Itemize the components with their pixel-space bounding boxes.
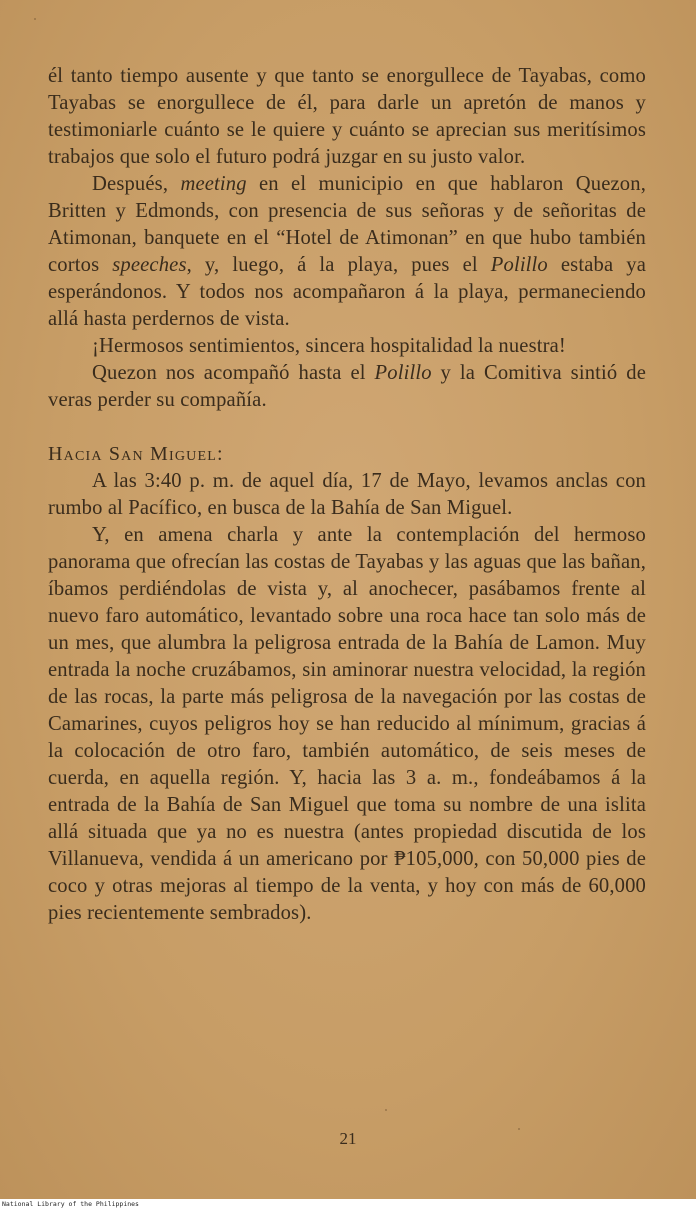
body-text	[48, 63, 646, 927]
paragraph-departure: A las 3:40 p. m. de aquel día, 17 de Mayo, levamos anclas con rumbo al Pacífico, en busca de la Bahía de San Miguel.	[48, 470, 646, 519]
italic-word-polillo: Polillo	[374, 362, 432, 384]
text-span: , y, luego, á la playa, pues el	[186, 254, 491, 276]
section-heading: Hacia San Miguel:	[48, 443, 224, 465]
paper-speck	[518, 1128, 520, 1130]
paragraph-quezon	[48, 360, 646, 414]
italic-word-polillo: Polillo	[490, 254, 548, 276]
paper-speck	[385, 1109, 387, 1111]
page-number: 21	[339, 1129, 357, 1148]
paper-speck	[34, 18, 36, 20]
paragraph-meeting	[48, 171, 646, 333]
section-gap	[48, 414, 646, 441]
text-span: Quezon nos acompañó hasta el	[92, 362, 375, 384]
text-span: estaba ya esperándonos. Y todos nos acompañaron á la playa, permaneciendo allá hasta perdernos de vista.	[48, 254, 646, 330]
text-span: y la Comitiva sintió de veras perder su compañía.	[48, 362, 646, 411]
text-span: Después,	[92, 173, 181, 195]
paragraph-continuation: él tanto tiempo ausente y que tanto se enorgullece de Tayabas, como Tayabas se enorgullece de él, para darle un apretón de manos y testimoniarle cuánto se le quiere y cuánto se aprecian sus meritísimos trabajos que solo el futuro podrá juzgar en su justo valor.	[48, 65, 646, 168]
library-watermark: National Library of the Philippines	[2, 1200, 139, 1208]
paragraph-voyage: Y, en amena charla y ante la contemplación del hermoso panorama que ofrecían las costas de Tayabas y las aguas que las bañan, íbamos perdiéndolas de vista y, al anochecer, pasábamos frente al nuevo faro automático, levantado sobre una roca hace tan solo más de un mes, que alumbra la peligrosa entrada de la Bahía de Lamon. Muy entrada la noche cruzábamos, sin aminorar nuestra velocidad, la región de las rocas, la parte más peligrosa de la navegación por las costas de Camarines, cuyos peligros hoy se han reducido al mínimum, gracias á la colocación de otro faro, también automático, de seis meses de cuerda, en aquella región. Y, hacia las 3 a. m., fondeábamos á la entrada de la Bahía de San Miguel que toma su nombre de una islita allá situada que ya no es nuestra (antes propiedad discutida de los Villanueva, vendida á un americano por ₱105,000, con 50,000 pies de coco y otras mejoras al tiempo de la venta, y hoy con más de 60,000 pies recientemente sembrados).	[48, 524, 646, 924]
paragraph-exclamation: ¡Hermosos sentimientos, sincera hospitalidad la nuestra!	[92, 335, 566, 357]
text-span: en el municipio en que hablaron Quezon, Britten y Edmonds, con presencia de sus señoras y de señoritas de Atimonan, banquete en el “Hotel de Atimonan” en que hubo también cortos	[48, 173, 646, 276]
italic-word-speeches: speeches	[112, 254, 187, 276]
italic-word-meeting: meeting	[180, 173, 247, 195]
